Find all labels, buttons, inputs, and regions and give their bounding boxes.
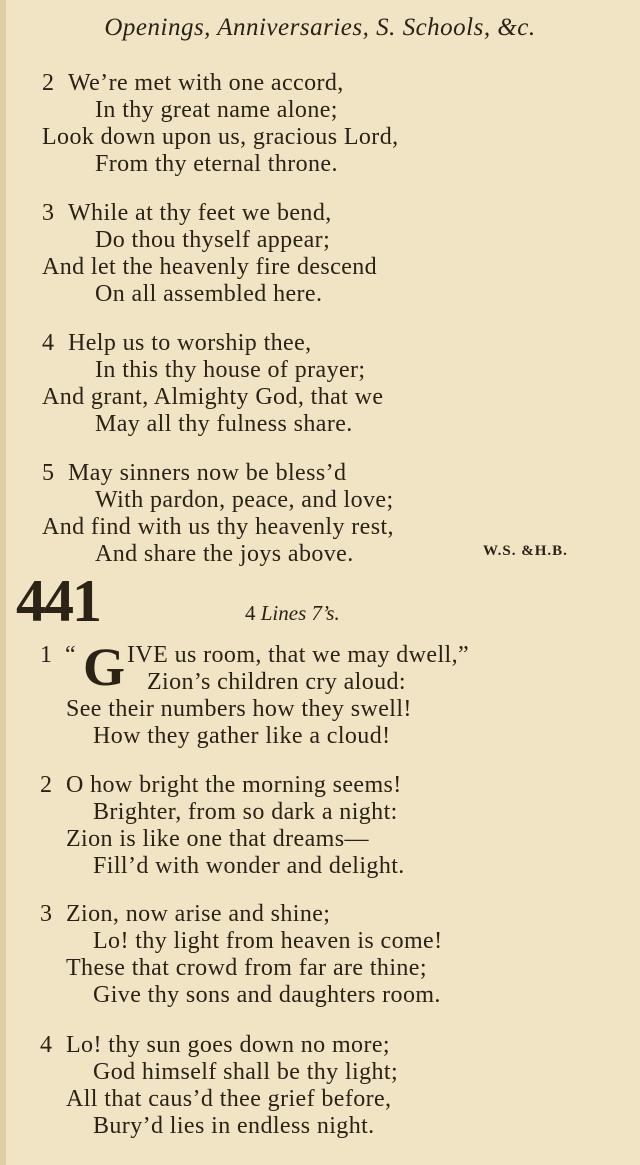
meter-count: 4	[245, 601, 256, 625]
verse-line: On all assembled here.	[95, 281, 323, 307]
verse-line: Brighter, from so dark a night:	[93, 799, 398, 825]
stanza-number: 4	[42, 330, 55, 356]
running-header: Openings, Anniversaries, S. Schools, &c.	[104, 14, 536, 41]
verse-line: And share the joys above.	[95, 541, 354, 567]
verse-line: Lo! thy light from heaven is come!	[93, 928, 443, 954]
hymn-number: 441	[16, 568, 100, 634]
stanza-number: 1	[40, 642, 53, 668]
verse-line: Give thy sons and daughters room.	[93, 982, 441, 1008]
verse-line: Fill’d with wonder and delight.	[93, 853, 405, 879]
verse-line: In thy great name alone;	[95, 97, 338, 123]
verse-line: From thy eternal throne.	[95, 151, 338, 177]
verse-line: With pardon, peace, and love;	[95, 487, 394, 513]
page-edge	[0, 0, 6, 1165]
verse-line: Zion is like one that dreams—	[66, 826, 369, 852]
stanza-number: 2	[42, 70, 55, 96]
stanza-number: 5	[42, 460, 55, 486]
verse-line: Help us to worship thee,	[68, 330, 312, 356]
verse-line: IVE us room, that we may dwell,”	[127, 642, 470, 668]
verse-line: These that crowd from far are thine;	[66, 955, 427, 981]
verse-line: God himself shall be thy light;	[93, 1059, 399, 1085]
verse-line: While at thy feet we bend,	[68, 200, 332, 226]
verse-line: Do thou thyself appear;	[95, 227, 331, 253]
verse-line: May sinners now be bless’d	[68, 460, 347, 486]
stanza-number: 3	[42, 200, 55, 226]
verse-line: Lo! thy sun goes down no more;	[66, 1032, 390, 1058]
verse-line: How they gather like a cloud!	[93, 723, 391, 749]
verse-line: And grant, Almighty God, that we	[42, 384, 384, 410]
verse-line: O how bright the morning seems!	[66, 772, 402, 798]
verse-line: Zion’s children cry aloud:	[147, 669, 407, 695]
stanza-number: 3	[40, 901, 53, 927]
verse-line: Zion, now arise and shine;	[66, 901, 331, 927]
verse-line: May all thy fulness share.	[95, 411, 353, 437]
stanza-number: 4	[40, 1032, 53, 1058]
author-attribution: W.S. &H.B.	[483, 543, 568, 559]
hymn-meter	[245, 601, 340, 626]
verse-line: See their numbers how they swell!	[66, 696, 412, 722]
verse-line: In this thy house of prayer;	[95, 357, 366, 383]
verse-line: Look down upon us, gracious Lord,	[42, 124, 399, 150]
verse-line: We’re met with one accord,	[68, 70, 344, 96]
drop-cap: G	[83, 637, 126, 697]
meter-label: Lines 7’s.	[260, 601, 340, 625]
verse-line: And find with us thy heavenly rest,	[42, 514, 394, 540]
opening-quote: “	[65, 642, 77, 668]
verse-line: Bury’d lies in endless night.	[93, 1113, 375, 1139]
verse-line: All that caus’d thee grief before,	[66, 1086, 392, 1112]
stanza-number: 2	[40, 772, 53, 798]
verse-line: And let the heavenly fire descend	[42, 254, 378, 280]
